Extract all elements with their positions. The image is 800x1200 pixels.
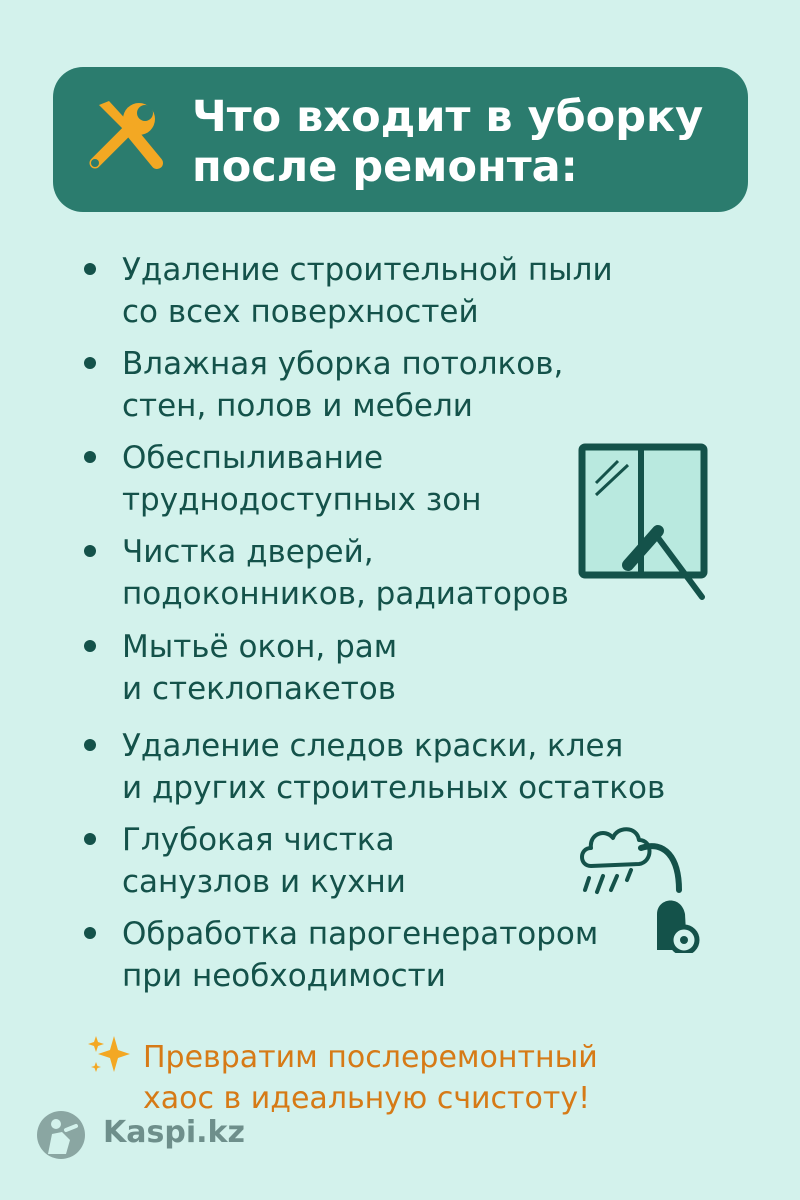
item-line: и стеклопакетов (122, 671, 397, 707)
item-line: Влажная уборка потолков, (122, 346, 564, 382)
item-line: санузлов и кухни (122, 864, 406, 900)
item-line: Чистка дверей, (122, 534, 374, 570)
item-line: подоконников, радиаторов (122, 576, 569, 612)
bullet-icon (84, 640, 96, 652)
item-line: Глубокая чистка (122, 822, 395, 858)
item-line: при необходимости (122, 958, 446, 994)
brand-name: Kaspi.kz (103, 1115, 245, 1150)
title-line: Что входит в уборку (192, 92, 704, 142)
page-title (192, 92, 732, 192)
promo-line: хаос в идеальную счистоту! (143, 1081, 591, 1116)
bullet-icon (84, 545, 96, 557)
list-item (122, 249, 732, 333)
promo-line: Превратим послеремонтный (143, 1040, 598, 1075)
sparkle-icon (88, 1032, 132, 1076)
tools-icon (87, 95, 165, 175)
item-line: Удаление строительной пыли (122, 252, 613, 288)
list-item (122, 725, 732, 809)
list-item (122, 343, 732, 427)
bullet-icon (84, 927, 96, 939)
header-banner (53, 67, 748, 212)
list-item (122, 626, 732, 710)
promo-text (143, 1037, 763, 1119)
item-line: Обработка парогенератором (122, 916, 599, 952)
window-squeegee-icon (578, 443, 710, 605)
title-line: после ремонта: (192, 142, 578, 192)
kaspi-logo-icon (36, 1110, 86, 1160)
item-line: Мытьё окон, рам (122, 629, 398, 665)
item-line: со всех поверхностей (122, 294, 479, 330)
item-line: Удаление следов краски, клея (122, 728, 624, 764)
bullet-icon (84, 739, 96, 751)
bullet-icon (84, 263, 96, 275)
bullet-icon (84, 357, 96, 369)
steam-cleaner-icon (575, 818, 700, 953)
item-line: стен, полов и мебели (122, 388, 473, 424)
bullet-icon (84, 451, 96, 463)
item-line: труднодоступных зон (122, 482, 482, 518)
bullet-icon (84, 833, 96, 845)
item-line: и других строительных остатков (122, 770, 666, 806)
item-line: Обеспыливание (122, 440, 384, 476)
